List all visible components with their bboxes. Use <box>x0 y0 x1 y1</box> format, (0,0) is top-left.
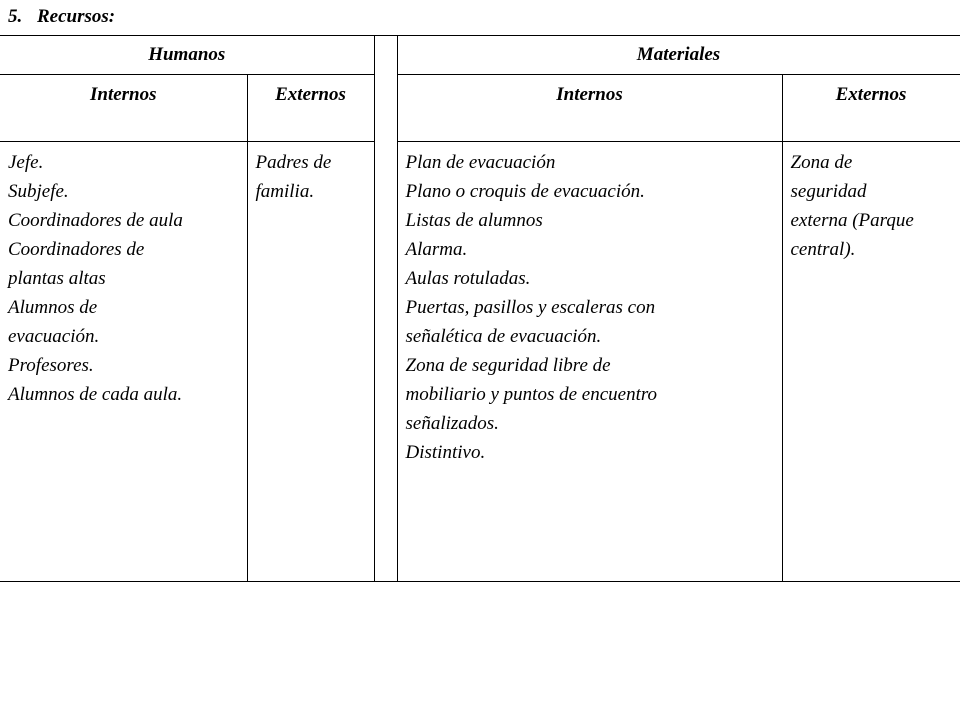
list-item: señalizados. <box>405 412 499 434</box>
group-materiales-header: Materiales <box>397 35 960 74</box>
materiales-internos-header: Internos <box>397 74 782 141</box>
subheader-row <box>0 74 960 141</box>
section-number: 5. <box>8 6 23 27</box>
list-item: Alarma. <box>405 238 468 260</box>
title-row <box>0 0 960 35</box>
list-item: seguridad <box>790 180 867 202</box>
list-item: Alumnos de cada aula. <box>8 383 183 405</box>
list-item: Alumnos de <box>8 296 98 318</box>
materiales-externos-header: Externos <box>782 74 960 141</box>
list-item: Coordinadores de <box>8 238 145 260</box>
materiales-externos-cell <box>782 141 960 581</box>
materiales-internos-cell <box>397 141 782 581</box>
section-title <box>0 0 960 35</box>
section-title-text: Recursos: <box>37 6 116 27</box>
list-item: externa (Parque <box>790 209 914 231</box>
list-item: Aulas rotuladas. <box>405 267 531 289</box>
group-humanos-header: Humanos <box>0 35 374 74</box>
list-item: señalética de evacuación. <box>405 325 602 347</box>
list-item: Puertas, pasillos y escaleras con <box>405 296 656 318</box>
list-item: plantas altas <box>8 267 106 289</box>
content-row <box>0 141 960 581</box>
list-item: evacuación. <box>8 325 100 347</box>
list-item: Zona de seguridad libre de <box>405 354 611 376</box>
list-item: Profesores. <box>8 354 94 376</box>
list-item: Plan de evacuación <box>405 151 556 173</box>
group-separator-column <box>374 35 397 581</box>
list-item: Zona de <box>790 151 853 173</box>
list-item: Distintivo. <box>405 441 486 463</box>
list-item: Jefe. <box>8 151 44 173</box>
humanos-externos-header: Externos <box>247 74 374 141</box>
list-item: Padres de <box>255 151 332 173</box>
humanos-internos-cell <box>0 141 247 581</box>
list-item: familia. <box>255 180 315 202</box>
list-item: Coordinadores de aula <box>8 209 183 231</box>
list-item: Listas de alumnos <box>405 209 543 231</box>
list-item: mobiliario y puntos de encuentro <box>405 383 658 405</box>
humanos-externos-cell <box>247 141 374 581</box>
list-item: central). <box>790 238 856 260</box>
list-item: Plano o croquis de evacuación. <box>405 180 645 202</box>
group-header-row <box>0 35 960 74</box>
list-item: Subjefe. <box>8 180 69 202</box>
humanos-internos-header: Internos <box>0 74 247 141</box>
